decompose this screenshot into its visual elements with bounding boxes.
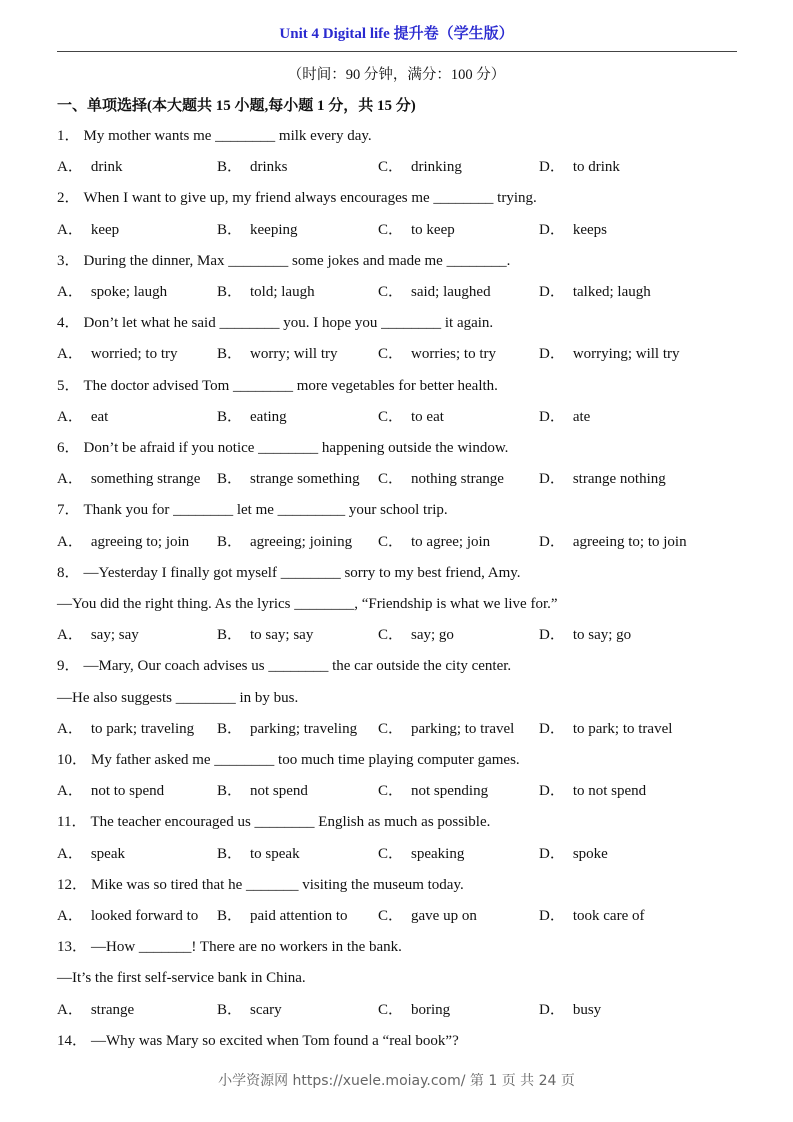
option-text: say; say — [90, 627, 139, 644]
option-letter: B． — [217, 720, 243, 737]
option-letter: B． — [217, 159, 243, 176]
option-text: something strange — [90, 471, 201, 488]
footer-watermark: 小学资源网 https://xuele.moiay.com/ — [218, 1073, 466, 1089]
answer-option[interactable] — [378, 843, 464, 865]
option-letter: B． — [217, 408, 243, 425]
option-letter: C． — [378, 159, 404, 176]
option-text: agreeing to; join — [90, 533, 190, 550]
question-stem — [57, 811, 490, 833]
question-text: —Why was Mary so excited when Tom found a “real book”? — [91, 1032, 459, 1049]
option-letter: A． — [57, 471, 83, 488]
question-stem — [57, 499, 448, 521]
option-text: busy — [572, 1001, 602, 1018]
answer-option[interactable] — [539, 468, 666, 490]
answer-options — [57, 406, 757, 428]
dialogue-reply: —He also suggests ________ in by bus. — [57, 689, 299, 706]
option-letter: D． — [539, 783, 565, 800]
option-text: parking; traveling — [250, 720, 358, 737]
answer-option[interactable] — [57, 281, 167, 303]
option-text: to say; go — [572, 627, 632, 644]
answer-options — [57, 905, 757, 927]
option-letter: B． — [217, 783, 243, 800]
option-text: parking; to travel — [411, 720, 515, 737]
option-text: strange — [90, 1001, 135, 1018]
question-number: 4． — [57, 315, 80, 332]
option-letter: C． — [378, 408, 404, 425]
option-letter: B． — [217, 471, 243, 488]
answer-option[interactable] — [539, 531, 687, 553]
answer-option[interactable] — [217, 624, 313, 646]
option-letter: C． — [378, 221, 404, 238]
option-letter: D． — [539, 284, 565, 300]
answer-options — [57, 843, 757, 865]
option-letter: C． — [378, 1001, 404, 1018]
option-letter: C． — [378, 284, 404, 300]
option-letter: A． — [57, 221, 83, 238]
option-letter: C． — [378, 346, 404, 363]
question-number: 3． — [57, 252, 80, 269]
option-text: to park; traveling — [90, 720, 195, 737]
answer-option[interactable] — [539, 999, 601, 1021]
answer-option[interactable] — [217, 156, 288, 178]
answer-option[interactable] — [57, 905, 198, 927]
question-text: The doctor advised Tom ________ more vegetables for better health. — [83, 377, 498, 394]
option-text: said; laughed — [411, 284, 491, 300]
option-letter: B． — [217, 627, 243, 644]
option-letter: C． — [378, 845, 404, 862]
answer-option[interactable] — [57, 718, 194, 740]
answer-option[interactable] — [378, 343, 496, 365]
section-heading: 一、单项选择(本大题共 15 小题,每小题 1 分，共 15 分) — [57, 98, 416, 114]
option-letter: D． — [539, 159, 565, 176]
question-text: My father asked me ________ too much time playing computer games. — [91, 752, 520, 768]
question-number: 13． — [57, 939, 88, 956]
option-letter: C． — [378, 908, 404, 924]
answer-options — [57, 156, 757, 178]
option-text: to speak — [250, 845, 300, 862]
option-text: spoke; laugh — [90, 284, 168, 300]
answer-option[interactable] — [57, 624, 139, 646]
option-letter: D． — [539, 908, 565, 924]
question-text: Mike was so tired that he _______ visiting the museum today. — [91, 876, 464, 893]
answer-option[interactable] — [57, 156, 123, 178]
question-stem — [57, 437, 508, 459]
answer-option[interactable] — [57, 343, 178, 365]
time-score-info: （时间：90 分钟，满分：100 分） — [287, 67, 506, 83]
option-letter: D． — [539, 720, 565, 737]
option-letter: C． — [378, 533, 404, 550]
option-text: to keep — [411, 221, 455, 238]
question-text: The teacher encouraged us ________ English as much as possible. — [90, 814, 491, 831]
option-text: drink — [90, 159, 123, 176]
option-letter: B． — [217, 221, 243, 238]
option-text: to not spend — [572, 783, 647, 800]
answer-option[interactable] — [539, 281, 651, 303]
option-letter: A． — [57, 1001, 83, 1018]
answer-option[interactable] — [539, 219, 607, 241]
question-text: During the dinner, Max ________ some jokes and made me ________. — [83, 252, 511, 269]
option-letter: B． — [217, 284, 243, 300]
question-text: My mother wants me ________ milk every day. — [83, 128, 372, 144]
option-letter: D． — [539, 627, 565, 644]
answer-option[interactable] — [57, 219, 119, 241]
answer-option[interactable] — [378, 905, 477, 927]
answer-option[interactable] — [378, 219, 455, 241]
option-letter: A． — [57, 908, 83, 924]
question-stem — [57, 1030, 459, 1052]
question-stem — [57, 250, 510, 272]
option-letter: A． — [57, 845, 83, 862]
question-number: 9． — [57, 658, 80, 675]
question-text: Thank you for ________ let me _________ your school trip. — [83, 502, 448, 519]
answer-option[interactable] — [539, 718, 672, 740]
option-text: say; go — [411, 627, 454, 644]
option-text: worry; will try — [250, 346, 338, 363]
answer-option[interactable] — [539, 343, 680, 365]
answer-option[interactable] — [217, 780, 308, 802]
answer-option[interactable] — [57, 843, 125, 865]
question-stem — [57, 125, 372, 147]
answer-options — [57, 343, 757, 365]
option-text: to agree; join — [411, 533, 491, 550]
answer-option[interactable] — [378, 406, 444, 428]
question-stem — [57, 312, 493, 334]
option-text: not to spend — [90, 783, 165, 800]
question-stem — [57, 562, 521, 584]
answer-options — [57, 718, 757, 740]
answer-option[interactable] — [217, 905, 348, 927]
option-text: took care of — [572, 908, 645, 924]
option-text: worries; to try — [411, 346, 496, 363]
option-text: speaking — [411, 845, 465, 862]
question-text: Don’t let what he said ________ you. I hope you ________ it again. — [83, 315, 494, 332]
answer-options — [57, 468, 757, 490]
answer-options — [57, 999, 757, 1021]
question-stem — [57, 375, 498, 397]
answer-option[interactable] — [217, 343, 338, 365]
question-text: —How _______! There are no workers in the bank. — [91, 939, 402, 956]
option-text: to eat — [411, 408, 444, 425]
question-number: 11． — [57, 814, 87, 831]
question-text: When I want to give up, my friend always encourages me ________ trying. — [83, 190, 537, 207]
dialogue-reply: —You did the right thing. As the lyrics ________, “Friendship is what we live for.” — [57, 596, 558, 612]
option-text: speak — [90, 845, 125, 862]
dialogue-reply: —It’s the first self-service bank in China. — [57, 970, 306, 987]
answer-option[interactable] — [217, 406, 287, 428]
question-stem — [57, 187, 537, 209]
option-letter: A． — [57, 627, 83, 644]
option-letter: D． — [539, 533, 565, 550]
answer-option[interactable] — [57, 468, 200, 490]
question-stem — [57, 749, 520, 771]
question-number: 5． — [57, 377, 80, 394]
option-text: boring — [411, 1001, 451, 1018]
answer-option[interactable] — [539, 780, 646, 802]
question-stem — [57, 655, 511, 677]
question-number: 2． — [57, 190, 80, 207]
answer-option[interactable] — [217, 468, 360, 490]
answer-options — [57, 531, 757, 553]
option-text: eating — [250, 408, 287, 425]
option-text: gave up on — [411, 908, 477, 924]
option-text: scary — [250, 1001, 282, 1018]
option-text: eat — [90, 408, 109, 425]
option-letter: A． — [57, 720, 83, 737]
question-number: 6． — [57, 440, 80, 456]
option-text: drinks — [250, 159, 288, 176]
answer-option[interactable] — [217, 281, 315, 303]
answer-option[interactable] — [539, 406, 590, 428]
answer-option[interactable] — [539, 905, 644, 927]
answer-option[interactable] — [378, 468, 504, 490]
answer-option[interactable] — [378, 718, 514, 740]
option-text: told; laugh — [250, 284, 315, 300]
option-text: not spending — [411, 783, 489, 800]
option-text: paid attention to — [250, 908, 348, 924]
answer-option[interactable] — [539, 624, 631, 646]
answer-option[interactable] — [539, 843, 608, 865]
option-text: keep — [90, 221, 120, 238]
answer-option[interactable] — [57, 780, 164, 802]
option-text: agreeing to; to join — [572, 533, 687, 550]
question-text: —Mary, Our coach advises us ________ the car outside the city center. — [83, 658, 512, 675]
option-text: to say; say — [250, 627, 314, 644]
answer-option[interactable] — [217, 843, 300, 865]
option-text: keeping — [250, 221, 298, 238]
question-number: 14． — [57, 1032, 88, 1049]
answer-option[interactable] — [378, 156, 462, 178]
option-text: worried; to try — [90, 346, 178, 363]
option-text: to drink — [572, 159, 620, 176]
question-text: —Yesterday I finally got myself ________ sorry to my best friend, Amy. — [83, 564, 521, 581]
page-number: 第 1 页 共 24 页 — [469, 1073, 575, 1089]
question-number: 7． — [57, 502, 80, 519]
header-divider — [57, 51, 737, 52]
option-text: strange something — [250, 471, 360, 488]
option-letter: A． — [57, 284, 83, 300]
answer-option[interactable] — [539, 156, 620, 178]
option-letter: A． — [57, 346, 83, 363]
answer-option[interactable] — [57, 999, 134, 1021]
option-letter: D． — [539, 1001, 565, 1018]
option-text: drinking — [411, 159, 462, 176]
question-number: 12． — [57, 876, 88, 893]
option-text: agreeing; joining — [250, 533, 353, 550]
option-text: strange nothing — [572, 471, 666, 488]
option-text: to park; to travel — [572, 720, 673, 737]
answer-option[interactable] — [217, 999, 282, 1021]
question-number: 8． — [57, 564, 80, 581]
option-letter: D． — [539, 408, 565, 425]
answer-option[interactable] — [378, 281, 491, 303]
option-letter: B． — [217, 346, 243, 363]
answer-option[interactable] — [378, 624, 454, 646]
option-text: ate — [572, 408, 591, 425]
answer-option[interactable] — [57, 406, 108, 428]
document-title: Unit 4 Digital life 提升卷（学生版） — [279, 26, 514, 42]
question-stem — [57, 936, 402, 958]
answer-options — [57, 281, 757, 303]
question-number: 1． — [57, 128, 80, 144]
answer-option[interactable] — [57, 531, 189, 553]
answer-options — [57, 780, 757, 802]
option-letter: B． — [217, 1001, 243, 1018]
option-letter: A． — [57, 408, 83, 425]
answer-option[interactable] — [378, 531, 490, 553]
option-text: talked; laugh — [572, 284, 651, 300]
option-text: keeps — [572, 221, 607, 238]
option-letter: B． — [217, 845, 243, 862]
option-text: looked forward to — [90, 908, 199, 924]
option-letter: D． — [539, 221, 565, 238]
answer-options — [57, 624, 757, 646]
page-footer — [0, 1070, 793, 1090]
option-letter: C． — [378, 783, 404, 800]
option-text: worrying; will try — [572, 346, 680, 363]
option-letter: D． — [539, 845, 565, 862]
answer-option[interactable] — [217, 718, 357, 740]
option-letter: C． — [378, 627, 404, 644]
question-text: Don’t be afraid if you notice ________ happening outside the window. — [83, 440, 509, 456]
option-letter: D． — [539, 471, 565, 488]
answer-options — [57, 219, 757, 241]
option-letter: A． — [57, 783, 83, 800]
option-text: not spend — [250, 783, 308, 800]
option-letter: A． — [57, 533, 83, 550]
option-letter: C． — [378, 720, 404, 737]
question-number: 10． — [57, 752, 88, 768]
option-text: spoke — [572, 845, 608, 862]
answer-option[interactable] — [217, 219, 298, 241]
option-letter: B． — [217, 908, 243, 924]
option-letter: A． — [57, 159, 83, 176]
option-text: nothing strange — [411, 471, 504, 488]
option-letter: D． — [539, 346, 565, 363]
answer-option[interactable] — [378, 780, 488, 802]
option-letter: C． — [378, 471, 404, 488]
question-stem — [57, 874, 464, 896]
answer-option[interactable] — [217, 531, 352, 553]
answer-option[interactable] — [378, 999, 450, 1021]
option-letter: B． — [217, 533, 243, 550]
